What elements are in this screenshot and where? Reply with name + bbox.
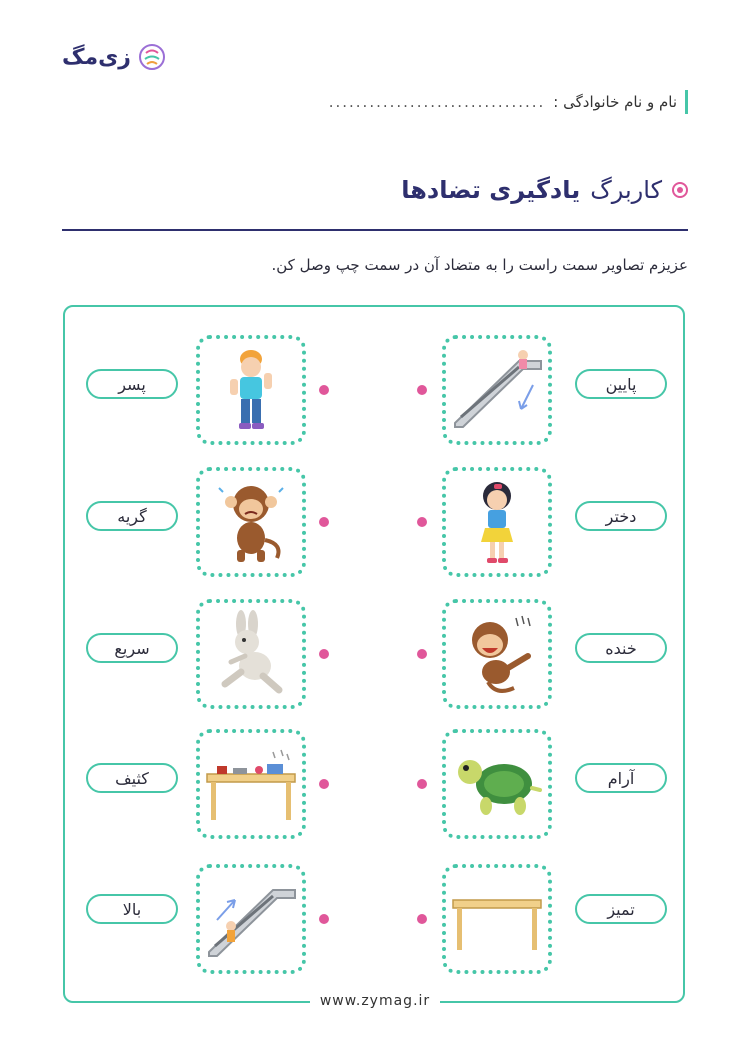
- connector-dot-left[interactable]: [319, 649, 329, 659]
- connector-dot-left[interactable]: [319, 385, 329, 395]
- right-word-box: آرام: [575, 763, 667, 793]
- right-word-box: پایین: [575, 369, 667, 399]
- exercise-row: [0, 335, 750, 445]
- escalator-up-icon: [196, 864, 306, 974]
- right-word-box: تمیز: [575, 894, 667, 924]
- connector-dot-left[interactable]: [319, 779, 329, 789]
- logo-brain-icon: [137, 42, 167, 72]
- laughing-monkey-icon: [442, 599, 552, 709]
- connector-dot-right[interactable]: [417, 779, 427, 789]
- connector-dot-right[interactable]: [417, 385, 427, 395]
- instruction: عزیزم تصاویر سمت راست را به متضاد آن در سمت چپ وصل کن.: [271, 256, 688, 274]
- clean-table-icon: [442, 864, 552, 974]
- connector-dot-right[interactable]: [417, 517, 427, 527]
- girl-icon: [442, 467, 552, 577]
- name-bar: [685, 90, 688, 114]
- name-field: [329, 90, 688, 114]
- exercise-row: [0, 467, 750, 577]
- logo: [62, 42, 167, 72]
- left-word-box: سریع: [86, 633, 178, 663]
- connector-dot-right[interactable]: [417, 914, 427, 924]
- boy-icon: [196, 335, 306, 445]
- website-footer: [0, 993, 750, 1009]
- escalator-down-icon: [442, 335, 552, 445]
- exercise-row: [0, 864, 750, 974]
- turtle-icon: [442, 729, 552, 839]
- running-rabbit-icon: [196, 599, 306, 709]
- title-bullet-icon: [672, 182, 688, 198]
- connector-dot-right[interactable]: [417, 649, 427, 659]
- right-word-box: خنده: [575, 633, 667, 663]
- title-light: کاربرگ: [590, 176, 662, 204]
- page-title: [401, 176, 688, 204]
- crying-monkey-icon: [196, 467, 306, 577]
- left-word-box: بالا: [86, 894, 178, 924]
- left-word-box: پسر: [86, 369, 178, 399]
- messy-table-icon: [196, 729, 306, 839]
- connector-dot-left[interactable]: [319, 517, 329, 527]
- left-word-box: گریه: [86, 501, 178, 531]
- connector-dot-left[interactable]: [319, 914, 329, 924]
- exercise-row: [0, 729, 750, 839]
- name-dots: ................................: [328, 93, 546, 111]
- right-word-box: دختر: [575, 501, 667, 531]
- website-url[interactable]: www.zymag.ir: [310, 993, 440, 1009]
- title-divider: [62, 229, 688, 231]
- name-label: نام و نام خانوادگی :: [553, 93, 677, 111]
- exercise-row: [0, 599, 750, 709]
- title-bold: یادگیری تضادها: [401, 176, 581, 204]
- logo-text: زی‌مگ: [62, 44, 131, 70]
- left-word-box: کثیف: [86, 763, 178, 793]
